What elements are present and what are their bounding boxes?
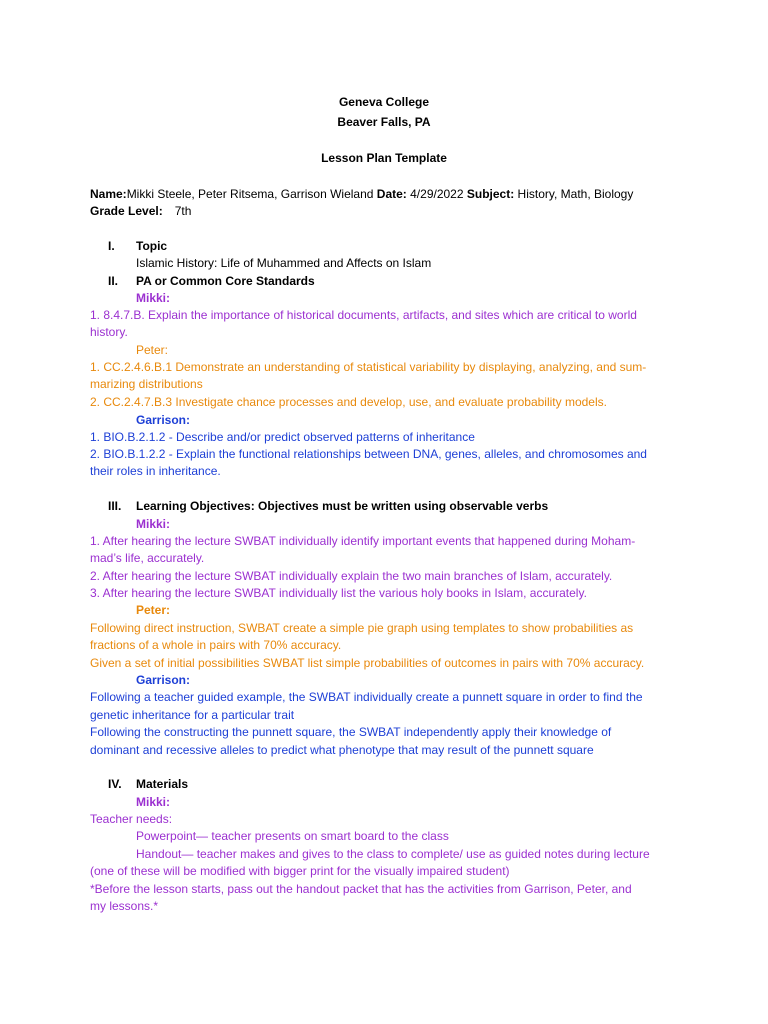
section-2-title: PA or Common Core Standards [136, 274, 315, 288]
s4-material-item: Handout— teacher makes and gives to the class to complete/ use as guided notes during lecture [136, 847, 650, 861]
s2-garrison-line: 1. BIO.B.2.1.2 - Describe and/or predict observed patterns of inheritance [90, 430, 475, 444]
section-3-title: Learning Objectives: Objectives must be written using observable verbs [136, 499, 549, 513]
s2-peter-line: 1. CC.2.4.6.B.1 Demonstrate an understanding of statistical variability by displaying, analyzing, and sum- [90, 360, 647, 374]
s3-garrison-line: dominant and recessive alleles to predict what phenotype that may result of the punnett square [90, 743, 594, 757]
section-4-title: Materials [136, 777, 189, 791]
s3-peter-line: Given a set of initial possibilities SWBAT list simple probabilities of outcomes in pairs with 70% accuracy. [90, 656, 645, 670]
section-1-numeral: I. [108, 239, 115, 253]
section-2-numeral: II. [108, 274, 119, 288]
section-4-numeral: IV. [108, 777, 122, 791]
section-1-title: Topic [136, 239, 168, 253]
s2-garrison-line: their roles in inheritance. [90, 464, 221, 478]
s3-garrison-line: genetic inheritance for a particular trait [90, 708, 295, 722]
s3-mikki-name: Mikki: [136, 517, 171, 531]
s2-mikki-line: history. [90, 325, 128, 339]
template-title: Lesson Plan Template [321, 151, 447, 165]
date-label: Date: [376, 187, 407, 201]
s3-mikki-line: 3. After hearing the lecture SWBAT individually list the various holy books in Islam, accurately. [90, 586, 587, 600]
s3-mikki-line: mad’s life, accurately. [90, 551, 205, 565]
date-value: 4/29/2022 [406, 187, 467, 201]
grade-line [90, 203, 191, 220]
s3-garrison-name: Garrison: [136, 673, 191, 687]
s3-mikki-line: 2. After hearing the lecture SWBAT individually explain the two main branches of Islam, accurately. [90, 569, 613, 583]
s4-material-item: Powerpoint— teacher presents on smart board to the class [136, 829, 449, 843]
name-value: Mikki Steele, Peter Ritsema, Garrison Wieland [126, 187, 377, 201]
s4-material-item: (one of these will be modified with bigger print for the visually impaired student) [90, 864, 510, 878]
s2-mikki-name: Mikki: [136, 291, 171, 305]
name-label: Name: [90, 187, 127, 201]
section-1-body: Islamic History: Life of Muhammed and Affects on Islam [136, 256, 432, 270]
s2-peter-name: Peter: [136, 343, 169, 357]
s4-mikki-name: Mikki: [136, 795, 171, 809]
s2-peter-line: marizing distributions [90, 377, 203, 391]
s3-peter-line: fractions of a whole in pairs with 70% accuracy. [90, 638, 342, 652]
subject-value: History, Math, Biology [514, 187, 634, 201]
subject-label: Subject: [466, 187, 515, 201]
s4-teacher-needs: Teacher needs: [90, 812, 173, 826]
grade-value: 7th [174, 204, 192, 218]
s4-note: my lessons.* [90, 899, 159, 913]
s2-garrison-line: 2. BIO.B.1.2.2 - Explain the functional relationships between DNA, genes, alleles, and chromosomes and [90, 447, 647, 461]
s2-garrison-name: Garrison: [136, 413, 191, 427]
s2-peter-line: 2. CC.2.4.7.B.3 Investigate chance processes and develop, use, and evaluate probability models. [90, 395, 607, 409]
s3-peter-line: Following direct instruction, SWBAT create a simple pie graph using templates to show probabilities as [90, 621, 634, 635]
college-name: Geneva College [338, 95, 430, 109]
info-line [90, 186, 633, 203]
grade-label: Grade Level: [90, 204, 163, 218]
s3-garrison-line: Following the constructing the punnett square, the SWBAT independently apply their knowledge of [90, 725, 612, 739]
college-location: Beaver Falls, PA [337, 115, 431, 129]
s2-mikki-line: 1. 8.4.7.B. Explain the importance of historical documents, artifacts, and sites which are critical to world [90, 308, 637, 322]
s3-mikki-line: 1. After hearing the lecture SWBAT individually identify important events that happened during Moham- [90, 534, 636, 548]
s3-garrison-line: Following a teacher guided example, the SWBAT individually create a punnett square in order to find the [90, 690, 643, 704]
s3-peter-name: Peter: [136, 603, 171, 617]
section-3-numeral: III. [108, 499, 122, 513]
s4-note: *Before the lesson starts, pass out the handout packet that has the activities from Garrison, Peter, and [90, 882, 632, 896]
